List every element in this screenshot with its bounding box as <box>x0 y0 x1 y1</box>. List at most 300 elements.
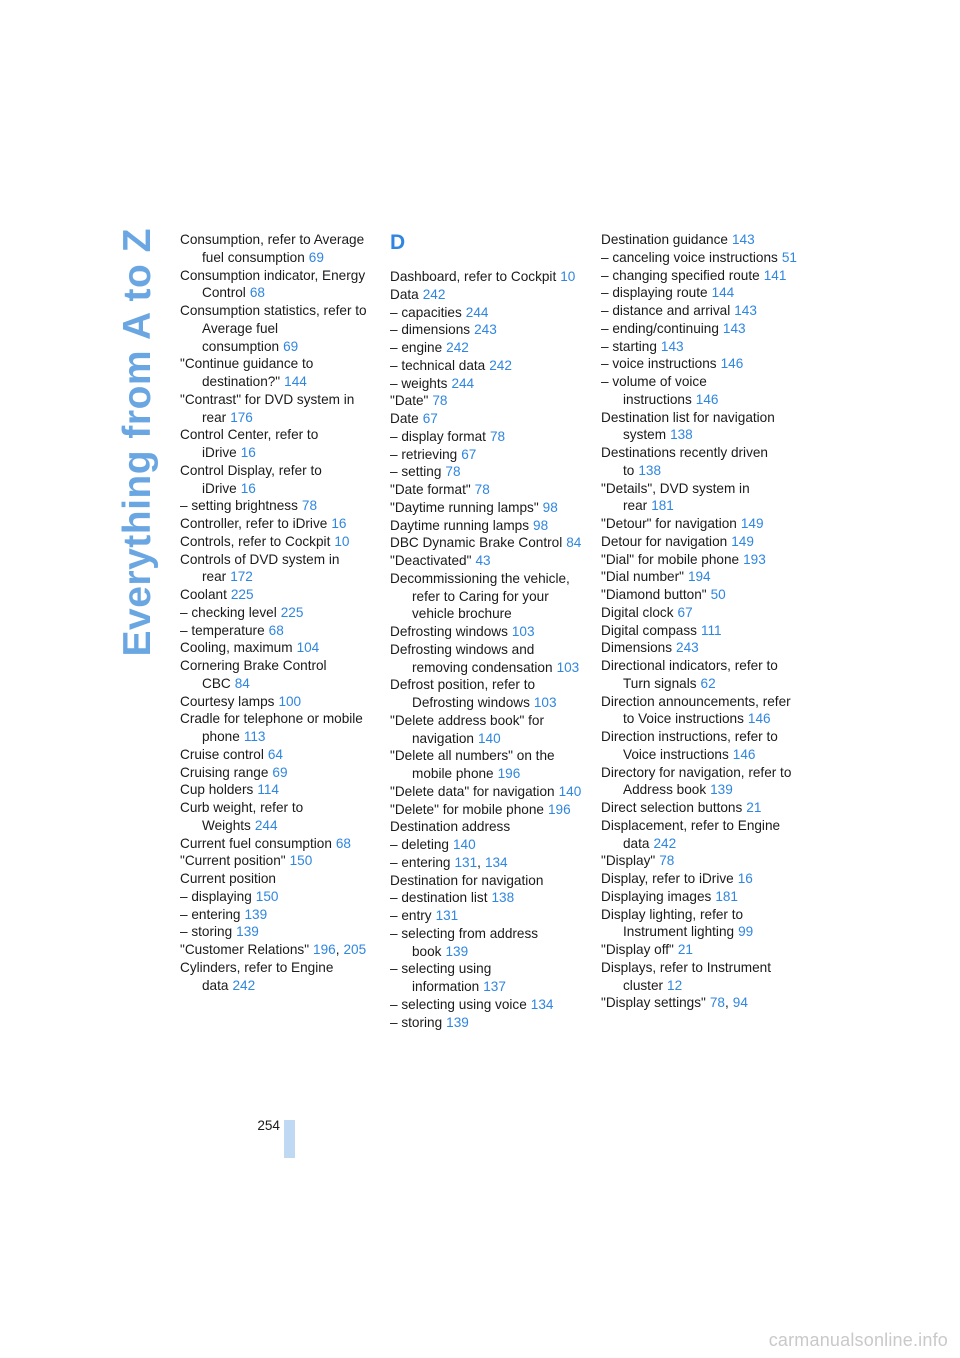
index-entry <box>390 339 582 357</box>
index-term: – selecting using voice <box>390 996 527 1012</box>
page-reference-link[interactable]: 146 <box>747 711 771 727</box>
index-entry <box>601 888 797 906</box>
index-term: "Delete" for mobile phone <box>390 801 544 817</box>
index-term: – displaying route <box>601 285 708 301</box>
page-reference-link[interactable]: 69 <box>308 249 324 265</box>
index-entry <box>390 854 582 872</box>
side-title: Everything from A to Z <box>116 228 159 657</box>
index-term: – checking level <box>180 604 277 620</box>
page-reference-link[interactable]: 94 <box>732 995 748 1011</box>
index-entry <box>601 302 797 320</box>
page-reference-link[interactable]: 140 <box>477 730 501 746</box>
index-entry <box>180 799 372 835</box>
index-term: Consumption indicator, Energy Control <box>180 267 366 301</box>
page-reference-link[interactable]: 225 <box>280 604 304 620</box>
index-entry <box>601 444 797 480</box>
index-entry <box>601 639 797 657</box>
index-entry <box>601 284 797 302</box>
page-reference-link[interactable]: 50 <box>710 587 726 602</box>
index-term: – ending/continuing <box>601 320 719 336</box>
index-entry <box>180 693 372 711</box>
index-entry <box>390 818 582 836</box>
index-term: Destination list for navigation system <box>601 409 775 443</box>
index-term: "Display" <box>601 853 656 869</box>
index-entry <box>601 249 797 267</box>
index-term: "Detour" for navigation <box>601 516 737 531</box>
index-entry <box>601 693 797 729</box>
index-entry <box>180 746 372 764</box>
page-reference-link[interactable]: 149 <box>731 533 754 549</box>
page-reference-link[interactable]: 139 <box>445 943 469 959</box>
index-term: – setting brightness <box>180 498 298 514</box>
index-entry <box>601 231 797 249</box>
index-entry <box>180 764 372 782</box>
page-reference-link[interactable]: 84 <box>234 675 250 691</box>
page-reference-link[interactable]: 21 <box>746 800 762 815</box>
index-column-1 <box>180 231 372 994</box>
index-term: Cruising range <box>180 764 269 780</box>
index-entry <box>601 994 797 1012</box>
index-term: Data <box>390 286 419 302</box>
index-entry <box>180 267 372 303</box>
page-reference-link[interactable]: 176 <box>230 409 253 425</box>
index-term: "Display settings" <box>601 995 706 1011</box>
page-reference-link[interactable]: 111 <box>700 622 722 638</box>
index-entry <box>390 392 582 410</box>
index-term: Display, refer to iDrive <box>601 871 734 886</box>
index-entry <box>601 480 797 516</box>
index-entry <box>390 410 582 428</box>
index-term: Direct selection buttons <box>601 800 743 815</box>
page-reference-link[interactable]: 146 <box>720 356 744 372</box>
page-reference-link[interactable]: 78 <box>709 995 725 1011</box>
page-reference-link[interactable]: 143 <box>722 320 746 336</box>
index-entry <box>601 906 797 942</box>
index-term: – entry <box>390 908 432 923</box>
index-column-3 <box>601 231 797 1012</box>
page-reference-link[interactable]: 98 <box>542 499 558 515</box>
index-entry <box>180 870 372 888</box>
index-term: Cradle for telephone or mobile phone <box>180 711 363 744</box>
page-reference-link[interactable]: 78 <box>445 464 461 480</box>
index-entry <box>601 338 797 356</box>
index-term: – volume of voice instructions <box>601 374 707 407</box>
index-term: Consumption, refer to Average fuel consumption <box>180 232 365 265</box>
page-reference-link[interactable]: 113 <box>243 729 266 744</box>
index-term: – voice instructions <box>601 356 717 372</box>
index-entry <box>390 321 582 339</box>
index-term: Current fuel consumption <box>180 835 332 851</box>
index-term: Controls, refer to Cockpit <box>180 533 331 549</box>
index-entry <box>180 551 372 587</box>
index-entry <box>390 712 582 748</box>
page-reference-link[interactable]: 62 <box>700 675 716 691</box>
index-entry <box>390 889 582 907</box>
page-reference-link[interactable]: 104 <box>296 640 320 656</box>
index-entry <box>390 552 582 570</box>
page-reference-link[interactable]: 16 <box>737 871 753 886</box>
index-entry <box>180 391 372 427</box>
page-reference-link[interactable]: 181 <box>715 888 738 904</box>
index-term: Directional indicators, refer to Turn signals <box>601 658 778 691</box>
page-reference-link[interactable]: 16 <box>240 480 256 496</box>
index-term: "Deactivated" <box>390 553 472 568</box>
index-entry <box>180 852 372 870</box>
index-term: Dashboard, refer to Cockpit <box>390 269 557 284</box>
page-reference-link[interactable]: 242 <box>489 357 512 373</box>
index-entry <box>601 551 797 569</box>
index-term: "Current position" <box>180 853 286 869</box>
index-entry <box>390 801 582 819</box>
index-term: – entering <box>390 854 451 870</box>
page-reference-link[interactable]: 244 <box>465 304 489 320</box>
index-entry <box>390 481 582 499</box>
index-entry <box>390 428 582 446</box>
index-term: – weights <box>390 375 448 391</box>
index-entry <box>601 568 797 586</box>
index-term: Current position <box>180 871 276 886</box>
page-reference-link[interactable]: 139 <box>710 782 733 798</box>
index-entry <box>180 835 372 853</box>
page-reference-link[interactable]: 196 <box>497 766 521 781</box>
page-reference-link[interactable]: 69 <box>283 338 299 354</box>
index-term: – dimensions <box>390 322 471 338</box>
index-term: Defrosting windows <box>390 624 508 639</box>
index-entry <box>601 409 797 445</box>
index-term: Cylinders, refer to Engine data <box>180 959 334 993</box>
index-term: Controller, refer to iDrive <box>180 516 328 531</box>
index-entry <box>390 286 582 304</box>
index-term: Cornering Brake Control CBC <box>180 658 327 691</box>
page-reference-link[interactable]: 139 <box>236 924 259 940</box>
page-reference-link[interactable]: 242 <box>653 835 677 851</box>
index-term: – canceling voice instructions <box>601 249 778 265</box>
page-reference-link[interactable]: 196 <box>313 942 336 957</box>
index-entry <box>390 907 582 925</box>
page-reference-link[interactable]: 243 <box>474 322 497 338</box>
index-term: "Contrast" for DVD system in rear <box>180 391 355 425</box>
index-term: Curb weight, refer to Weights <box>180 800 304 833</box>
index-entry <box>180 426 372 462</box>
page-reference-link[interactable]: 181 <box>651 498 674 514</box>
page-reference-link[interactable]: 134 <box>530 996 554 1012</box>
page-reference-link[interactable]: 196 <box>548 801 571 817</box>
index-entry <box>601 515 797 533</box>
index-term: – changing specified route <box>601 267 760 283</box>
page-reference-link[interactable]: 146 <box>695 391 719 407</box>
index-term: Displacement, refer to Engine data <box>601 817 781 851</box>
index-entry <box>390 641 582 677</box>
page-reference-link[interactable]: 205 <box>343 942 367 957</box>
page-reference-link[interactable]: 78 <box>432 393 448 409</box>
index-term: Coolant <box>180 587 227 602</box>
ref-separator: , <box>335 942 340 957</box>
page-reference-link[interactable]: 78 <box>659 853 675 869</box>
index-entry <box>180 497 372 515</box>
page-reference-link[interactable]: 143 <box>731 232 755 247</box>
index-entry <box>601 533 797 551</box>
page-reference-link[interactable]: 140 <box>558 783 582 799</box>
page-reference-link[interactable]: 225 <box>230 587 254 602</box>
index-term: Digital clock <box>601 604 674 620</box>
index-entry <box>390 996 582 1014</box>
page-reference-link[interactable]: 103 <box>511 624 535 639</box>
index-entry <box>601 959 797 995</box>
index-entry <box>180 622 372 640</box>
index-term: Destination for navigation <box>390 872 544 888</box>
index-entry <box>390 623 582 641</box>
page-reference-link[interactable]: 103 <box>533 695 557 710</box>
index-entry <box>601 373 797 409</box>
index-term: Displaying images <box>601 888 712 904</box>
index-entry <box>180 657 372 693</box>
index-term: "Dial" for mobile phone <box>601 551 740 567</box>
page-reference-link[interactable]: 68 <box>268 622 284 638</box>
index-entry <box>180 462 372 498</box>
page-reference-link[interactable]: 138 <box>670 427 693 443</box>
page-reference-link[interactable]: 67 <box>461 446 477 462</box>
page-reference-link[interactable]: 103 <box>556 659 580 675</box>
page-reference-link[interactable]: 139 <box>244 906 268 922</box>
index-entry <box>601 941 797 959</box>
page-reference-link[interactable]: 242 <box>422 286 446 302</box>
index-term: Destination guidance <box>601 232 728 247</box>
index-entry <box>180 710 372 746</box>
index-term: – storing <box>180 924 233 940</box>
index-term: – destination list <box>390 890 488 906</box>
page-reference-link[interactable]: 68 <box>249 285 265 301</box>
section-letter: D <box>390 231 406 254</box>
index-entry <box>180 906 372 924</box>
index-term: – engine <box>390 340 443 355</box>
index-term: "Daytime running lamps" <box>390 499 539 515</box>
index-term: "Dial number" <box>601 569 684 585</box>
page-reference-link[interactable]: 144 <box>284 374 307 389</box>
page-reference-link[interactable]: 84 <box>566 535 582 551</box>
index-entry <box>601 852 797 870</box>
page-reference-link[interactable]: 143 <box>660 338 684 354</box>
page-reference-link[interactable]: 137 <box>483 979 506 994</box>
index-term: Directory for navigation, refer to Address book <box>601 764 792 798</box>
index-term: Display lighting, refer to Instrument lighting <box>601 906 744 940</box>
ref-separator: , <box>724 995 729 1011</box>
page-reference-link[interactable]: 193 <box>743 551 766 567</box>
index-term: – selecting from address book <box>390 925 539 959</box>
index-term: Detour for navigation <box>601 533 728 549</box>
index-term: Control Display, refer to iDrive <box>180 462 322 496</box>
page-reference-link[interactable]: 12 <box>667 977 683 993</box>
index-term: Daytime running lamps <box>390 517 530 533</box>
page-reference-link[interactable]: 149 <box>740 516 764 531</box>
index-term: – storing <box>390 1014 443 1030</box>
page-reference-link[interactable]: 194 <box>687 569 711 585</box>
index-entry <box>390 463 582 481</box>
page-reference-link[interactable]: 242 <box>446 340 469 355</box>
index-entry <box>601 320 797 338</box>
index-term: Cup holders <box>180 782 254 798</box>
page-reference-link[interactable]: 138 <box>491 890 515 906</box>
index-entry <box>180 959 372 995</box>
index-term: – displaying <box>180 888 252 904</box>
index-term: Date <box>390 411 419 426</box>
index-entry <box>390 1014 582 1032</box>
index-term: – entering <box>180 906 241 922</box>
index-term: Defrost position, refer to Defrosting windows <box>390 677 536 710</box>
index-entry <box>390 534 582 552</box>
index-term: DBC Dynamic Brake Control <box>390 535 563 551</box>
index-entry <box>390 517 582 535</box>
index-term: Courtesy lamps <box>180 693 275 709</box>
index-term: Digital compass <box>601 622 697 638</box>
page-reference-link[interactable]: 78 <box>301 498 318 514</box>
index-entry <box>390 304 582 322</box>
index-term: "Delete data" for navigation <box>390 783 555 799</box>
index-term: "Continue guidance to destination?" <box>180 356 314 389</box>
page-reference-link[interactable]: 138 <box>638 462 662 478</box>
ref-separator: , <box>477 854 481 870</box>
page-reference-link[interactable]: 144 <box>711 285 735 301</box>
index-entry <box>390 747 582 783</box>
page-reference-link[interactable]: 64 <box>267 746 283 762</box>
index-entry <box>601 728 797 764</box>
index-term: "Display off" <box>601 942 674 957</box>
page-reference-link[interactable]: 140 <box>452 837 476 852</box>
index-entry <box>601 604 797 622</box>
index-term: Dimensions <box>601 640 673 656</box>
page-reference-link[interactable]: 67 <box>677 604 693 620</box>
page-reference-link[interactable]: 146 <box>732 746 756 762</box>
index-entry <box>390 446 582 464</box>
index-term: – capacities <box>390 304 462 320</box>
index-term: – temperature <box>180 622 265 638</box>
index-term: Direction instructions, refer to Voice instructions <box>601 729 778 762</box>
page-reference-link[interactable]: 139 <box>446 1014 469 1030</box>
page-reference-link[interactable]: 10 <box>560 269 576 284</box>
page-reference-link[interactable]: 67 <box>422 411 438 426</box>
index-term: – deleting <box>390 837 449 852</box>
index-term: – setting <box>390 464 442 480</box>
page-marker-bar <box>284 1120 295 1158</box>
index-entry <box>390 357 582 375</box>
index-entry <box>601 267 797 285</box>
index-term: Direction announcements, refer to Voice instructions <box>601 693 791 727</box>
index-entry <box>180 231 372 267</box>
page-reference-link[interactable]: 69 <box>272 764 288 780</box>
watermark: carmanualsonline.info <box>768 1330 948 1350</box>
page-reference-link[interactable]: 244 <box>254 817 278 833</box>
index-term: "Date format" <box>390 482 471 497</box>
page-reference-link[interactable]: 43 <box>475 553 491 568</box>
page-reference-link[interactable]: 150 <box>289 853 313 869</box>
index-entry <box>180 586 372 604</box>
index-entry <box>390 925 582 961</box>
index-term: – retrieving <box>390 446 458 462</box>
page-reference-link[interactable]: 51 <box>781 249 797 265</box>
index-entry <box>180 302 372 355</box>
index-term: "Date" <box>390 393 429 409</box>
index-term: Defrosting windows and removing condensation <box>390 641 553 675</box>
page-reference-link[interactable]: 131 <box>454 854 478 870</box>
index-entry <box>601 586 797 604</box>
page-number: 254 <box>257 1118 280 1133</box>
index-term: Control Center, refer to iDrive <box>180 427 319 460</box>
index-entry <box>180 639 372 657</box>
page-reference-link[interactable]: 131 <box>435 908 459 923</box>
page-reference-link[interactable]: 134 <box>484 854 508 870</box>
page-reference-link[interactable]: 100 <box>278 693 302 709</box>
page-reference-link[interactable]: 244 <box>451 375 475 391</box>
index-entry <box>180 533 372 551</box>
page-reference-link[interactable]: 243 <box>676 640 699 656</box>
index-entry <box>390 836 582 854</box>
index-entry <box>180 923 372 941</box>
page-reference-link[interactable]: 16 <box>240 445 256 460</box>
page-reference-link[interactable]: 21 <box>677 942 693 957</box>
page-reference-link[interactable]: 242 <box>232 977 256 993</box>
page-reference-link[interactable]: 78 <box>489 428 506 444</box>
index-column-2 <box>390 231 582 1031</box>
page-reference-link[interactable]: 143 <box>734 303 757 318</box>
index-term: – starting <box>601 338 657 354</box>
page-reference-link[interactable]: 99 <box>738 924 754 940</box>
index-entry <box>601 622 797 640</box>
index-entry <box>390 783 582 801</box>
index-entry <box>390 570 582 623</box>
page-reference-link[interactable]: 172 <box>230 569 253 585</box>
index-term: – technical data <box>390 357 486 373</box>
index-term: "Diamond button" <box>601 587 707 602</box>
index-term: – display format <box>390 428 486 444</box>
page-reference-link[interactable]: 16 <box>331 516 347 531</box>
index-term: Decommissioning the vehicle, refer to Caring for your vehicle brochure <box>390 570 570 622</box>
index-term: Consumption statistics, refer to Average fuel consumption <box>180 303 367 354</box>
index-term: "Delete all numbers" on the mobile phone <box>390 748 555 781</box>
index-term: "Details", DVD system in rear <box>601 480 750 514</box>
index-entry <box>180 781 372 799</box>
index-term: Destinations recently driven to <box>601 445 768 478</box>
index-term: Displays, refer to Instrument cluster <box>601 959 771 993</box>
index-entry <box>390 268 582 286</box>
index-entry <box>180 604 372 622</box>
page-reference-link[interactable]: 68 <box>335 835 351 851</box>
page-reference-link[interactable]: 150 <box>255 888 279 904</box>
index-entry <box>601 657 797 693</box>
index-term: Controls of DVD system in rear <box>180 551 340 585</box>
index-entry <box>180 515 372 533</box>
page-reference-link[interactable]: 78 <box>474 482 490 497</box>
index-term: Destination address <box>390 819 511 835</box>
page-reference-link[interactable]: 10 <box>334 533 350 549</box>
index-term: – distance and arrival <box>601 303 731 318</box>
index-term: – selecting using information <box>390 961 492 994</box>
index-term: "Delete address book" for navigation <box>390 712 544 746</box>
index-entry <box>390 499 582 517</box>
index-entry <box>601 355 797 373</box>
index-entry <box>180 941 372 959</box>
index-entry <box>390 960 582 996</box>
page-reference-link[interactable]: 114 <box>257 782 279 798</box>
index-entry <box>601 764 797 800</box>
index-entry <box>390 375 582 393</box>
index-entry <box>390 872 582 890</box>
index-entry <box>601 870 797 888</box>
index-entry <box>180 355 372 391</box>
page-reference-link[interactable]: 141 <box>763 267 787 283</box>
page-reference-link[interactable]: 98 <box>533 517 549 533</box>
index-term: Cooling, maximum <box>180 640 293 656</box>
index-term: Cruise control <box>180 746 264 762</box>
index-entry <box>390 676 582 712</box>
